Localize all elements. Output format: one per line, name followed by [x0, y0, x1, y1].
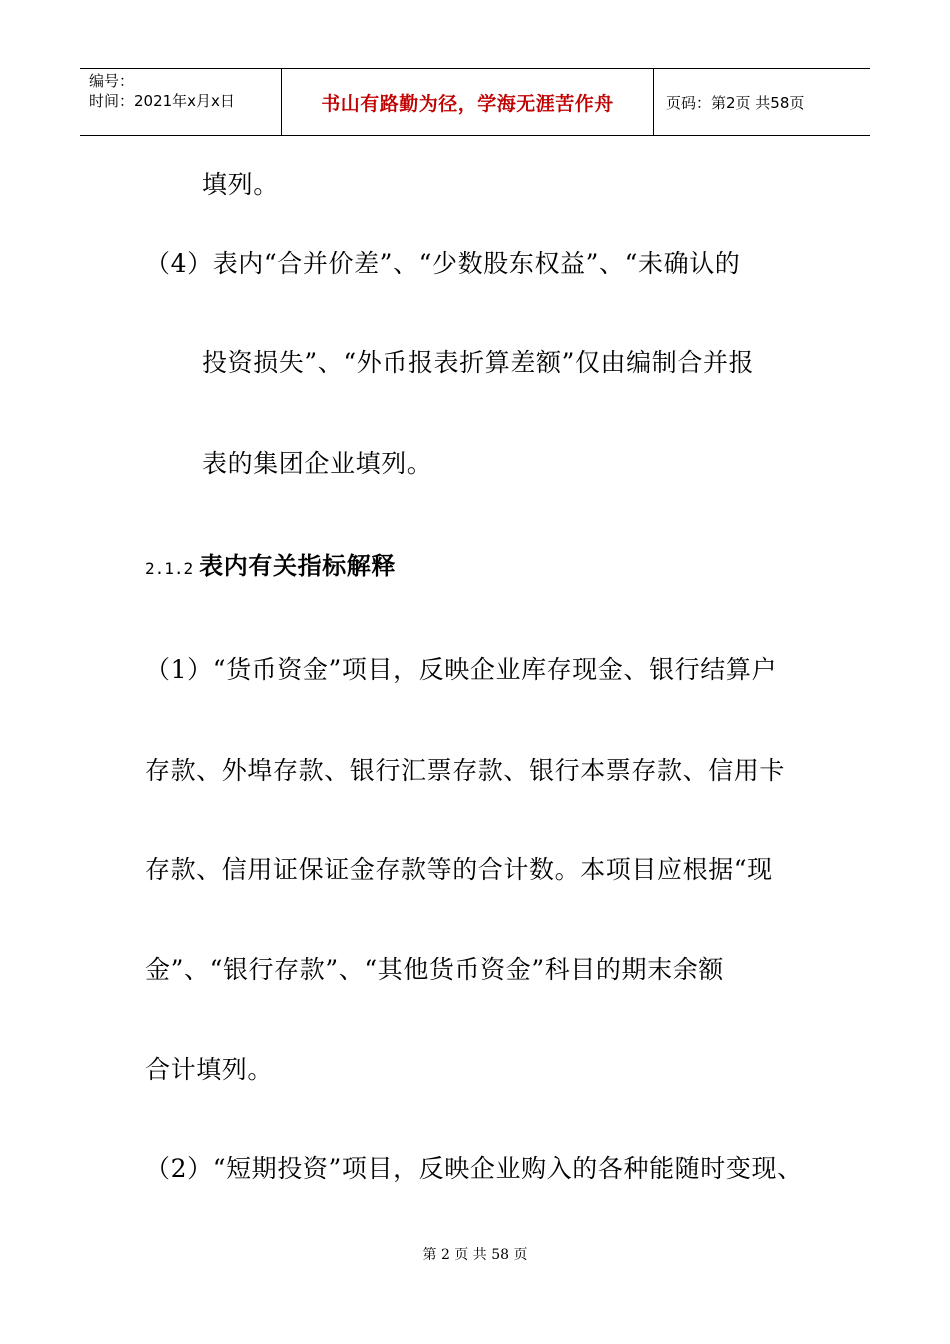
body-line-8: 金”、“银行存款”、“其他货币资金”科目的期末余额 [145, 955, 724, 984]
page-footer: 第 2 页 共 58 页 [422, 1247, 528, 1263]
body-line-6: 存款、外埠存款、银行汇票存款、银行本票存款、信用卡 [145, 756, 786, 785]
body-line-1: 填列。 [202, 170, 279, 199]
serial-label: 编号： [89, 72, 135, 90]
section-heading [145, 551, 396, 584]
body-line-10: （2）“短期投资”项目，反映企业购入的各种能随时变现、 [145, 1154, 803, 1183]
time-label: 时间：2021年x月x日 [89, 92, 235, 110]
header-meta [80, 69, 282, 135]
header-motto-cell [282, 69, 654, 135]
header-page-info: 页码：第2页 共58页 [666, 93, 805, 112]
body-line-2: （4）表内“合并价差”、“少数股东权益”、“未确认的 [145, 249, 741, 278]
body-line-4: 表的集团企业填列。 [202, 449, 433, 478]
body-line-3: 投资损失”、“外币报表折算差额”仅由编制合并报 [202, 348, 755, 377]
body-line-7: 存款、信用证保证金存款等的合计数。本项目应根据“现 [145, 855, 773, 884]
body-line-9: 合计填列。 [145, 1055, 274, 1084]
section-title: 表内有关指标解释 [199, 552, 396, 580]
header-motto: 书山有路勤为径，学海无涯苦作舟 [321, 92, 614, 115]
page-header [80, 68, 870, 136]
body-line-5: （1）“货币资金”项目，反映企业库存现金、银行结算户 [145, 655, 778, 684]
section-number: 2.1.2 [145, 559, 194, 578]
